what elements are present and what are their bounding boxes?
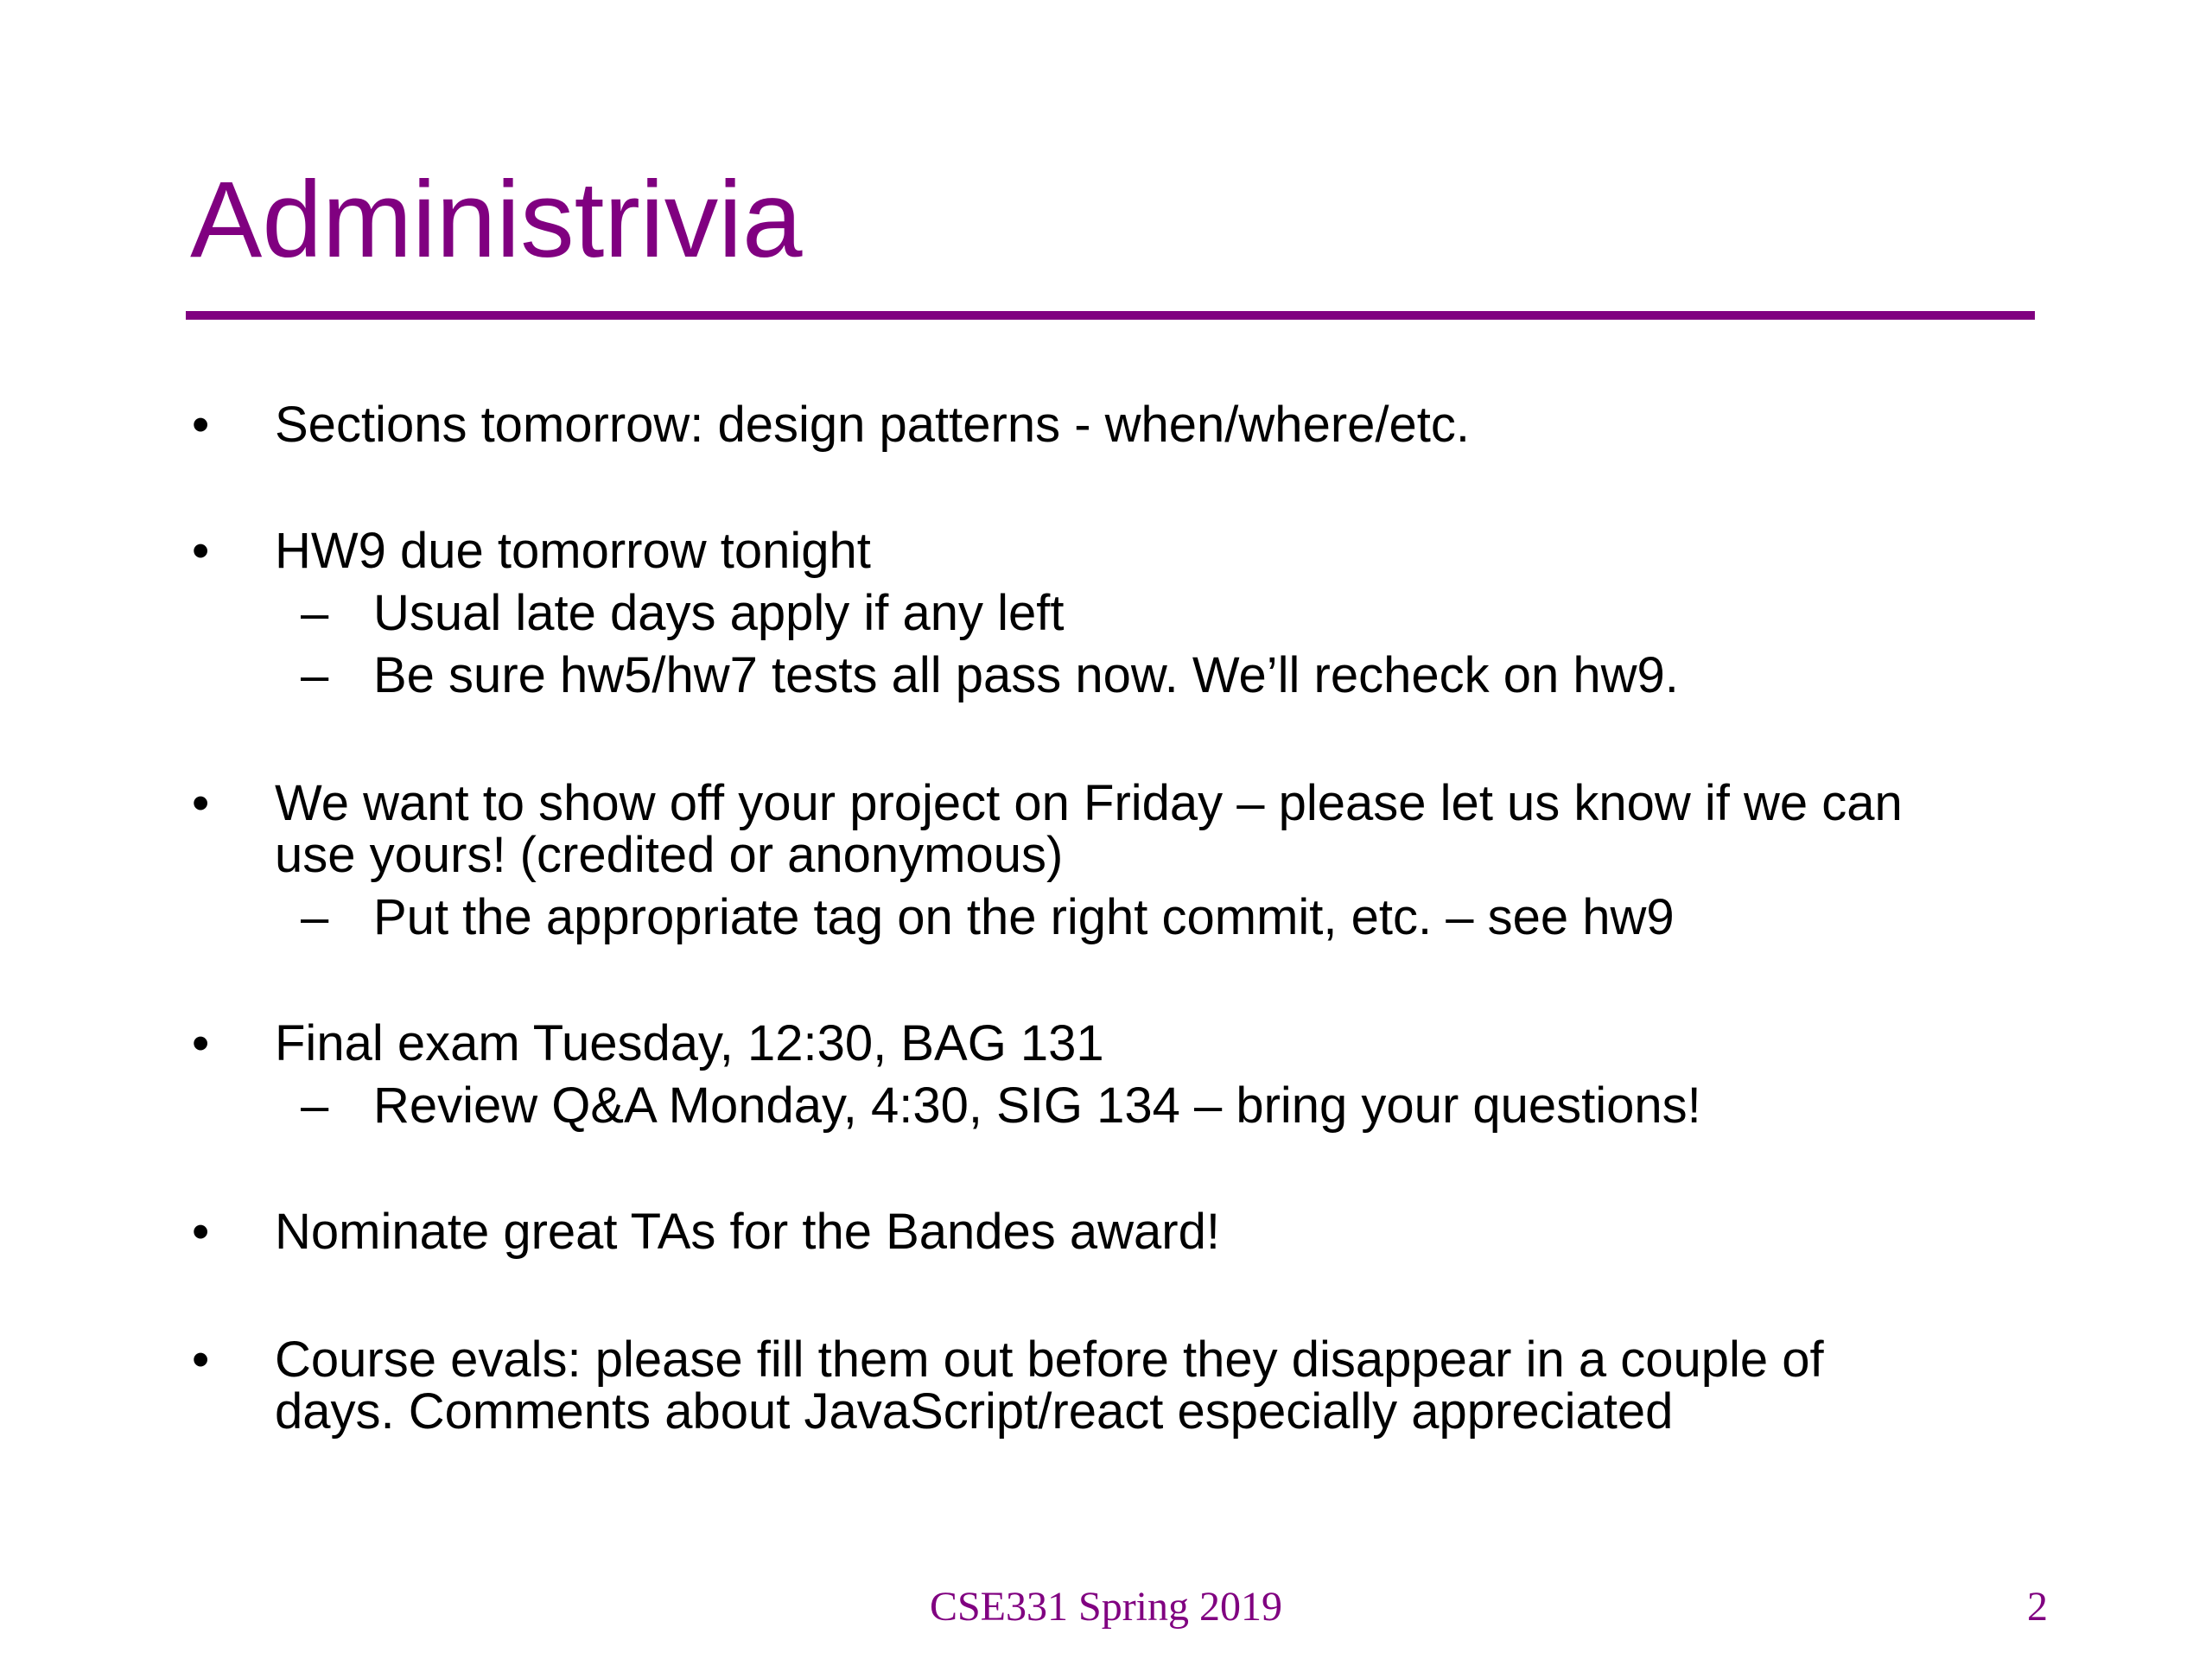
bullet-marker: • <box>192 1204 210 1260</box>
sub-bullet-marker: – <box>301 889 329 945</box>
bullet-text: HW9 due tomorrow tonight <box>275 523 871 579</box>
sub-bullet-marker: – <box>301 647 329 703</box>
slide-title: Administrivia <box>190 160 803 280</box>
bullet-text-continued: days. Comments about JavaScript/react especially appreciated <box>275 1383 1674 1440</box>
bullet-marker: • <box>192 523 210 579</box>
bullet-text: Final exam Tuesday, 12:30, BAG 131 <box>275 1015 1104 1071</box>
bullet-text: Course evals: please fill them out before they disappear in a couple of <box>275 1332 1824 1388</box>
sub-bullet-marker: – <box>301 585 329 641</box>
bullet-text: Sections tomorrow: design patterns - when/where/etc. <box>275 397 1470 453</box>
footer-page-number: 2 <box>2027 1584 2048 1630</box>
bullet-marker: • <box>192 1332 210 1388</box>
footer-course: CSE331 Spring 2019 <box>929 1584 1283 1630</box>
sub-bullet-text: Review Q&A Monday, 4:30, SIG 134 – bring your questions! <box>373 1077 1701 1134</box>
sub-bullet-text: Put the appropriate tag on the right commit, etc. – see hw9 <box>373 889 1675 945</box>
sub-bullet-text: Usual late days apply if any left <box>373 585 1065 641</box>
sub-bullet-marker: – <box>301 1077 329 1134</box>
bullet-text: We want to show off your project on Friday – please let us know if we can <box>275 775 1903 831</box>
sub-bullet-text: Be sure hw5/hw7 tests all pass now. We’ll recheck on hw9. <box>373 647 1679 703</box>
bullet-marker: • <box>192 397 210 453</box>
bullet-marker: • <box>192 775 210 831</box>
bullet-text-continued: use yours! (credited or anonymous) <box>275 827 1064 883</box>
bullet-marker: • <box>192 1015 210 1071</box>
bullet-text: Nominate great TAs for the Bandes award! <box>275 1204 1220 1260</box>
